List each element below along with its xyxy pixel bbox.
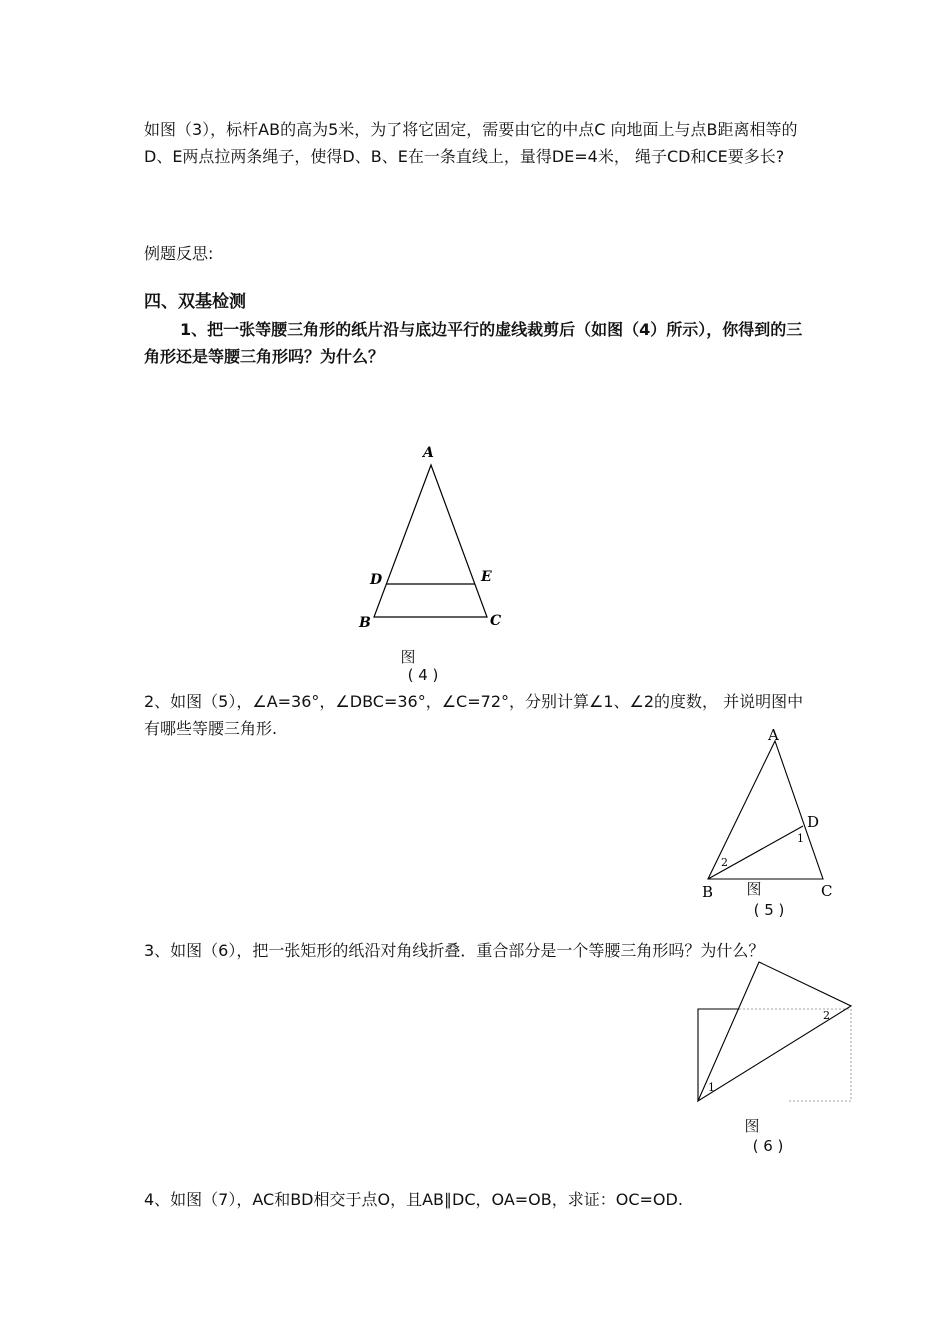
question-2: 2、如图（5），∠A=36°，∠DBC=36°，∠C=72°，分别计算∠1、∠2的度数， 并说明图中有哪些等腰三角形. bbox=[144, 692, 804, 738]
question-3: 3、如图（6），把一张矩形的纸沿对角线折叠．重合部分是一个等腰三角形吗？为什么？ bbox=[144, 941, 765, 960]
fig5-label-d: D bbox=[807, 813, 820, 831]
fig6-folded-triangle bbox=[698, 962, 851, 1101]
question-4: 4、如图（7），AC和BD相交于点O，且AB∥DC，OA=OB，求证：OC=OD. bbox=[144, 1190, 683, 1209]
fig4-label-e: E bbox=[481, 569, 492, 585]
fig5-triangle bbox=[708, 741, 823, 879]
fig4-label-b: B bbox=[359, 615, 371, 631]
fig5-label-b: B bbox=[702, 883, 714, 901]
fig4-label-a: A bbox=[423, 445, 434, 461]
fig5-segment-bd bbox=[708, 826, 803, 879]
fig5-caption-2: ( 5 ) bbox=[753, 901, 785, 919]
fig4-triangle bbox=[374, 465, 487, 617]
fig6-angle-2: 2 bbox=[823, 1009, 830, 1022]
fig4-label-c: C bbox=[490, 613, 502, 629]
fig6-angle-1: 1 bbox=[708, 1081, 715, 1094]
fig6-rect-outline bbox=[698, 1009, 739, 1101]
fig5-angle-1: 1 bbox=[797, 832, 804, 845]
fig5-caption-1: 图 bbox=[746, 880, 762, 898]
fig5-angle-2: 2 bbox=[721, 856, 728, 869]
problem3-text: 如图（3），标杆AB的高为5米，为了将它固定，需要由它的中点C 向地面上与点B距离相等的D、E两点拉两条绳子，使得D、B、E在一条直线上，量得DE=4米， 绳子CD和CE要多长? bbox=[144, 120, 798, 166]
fig4-caption-1: 图 bbox=[400, 648, 416, 666]
fig6-dashed-rect bbox=[739, 1009, 851, 1101]
fig4-label-d: D bbox=[370, 572, 383, 588]
section4-heading: 四、双基检测 bbox=[144, 292, 246, 312]
fig5-label-a: A bbox=[768, 726, 779, 744]
fig6-caption-2: ( 6 ) bbox=[752, 1137, 784, 1155]
fig5-label-c: C bbox=[821, 882, 833, 900]
fig4-caption-2: ( 4 ) bbox=[407, 666, 439, 684]
fig6-caption-1: 图 bbox=[744, 1117, 760, 1135]
question-1: 1、把一张等腰三角形的纸片沿与底边平行的虚线裁剪后（如图（4）所示），你得到的三角形还是等腰三角形吗？为什么？ bbox=[144, 320, 803, 366]
reflection-label: 例题反思: bbox=[144, 244, 214, 263]
